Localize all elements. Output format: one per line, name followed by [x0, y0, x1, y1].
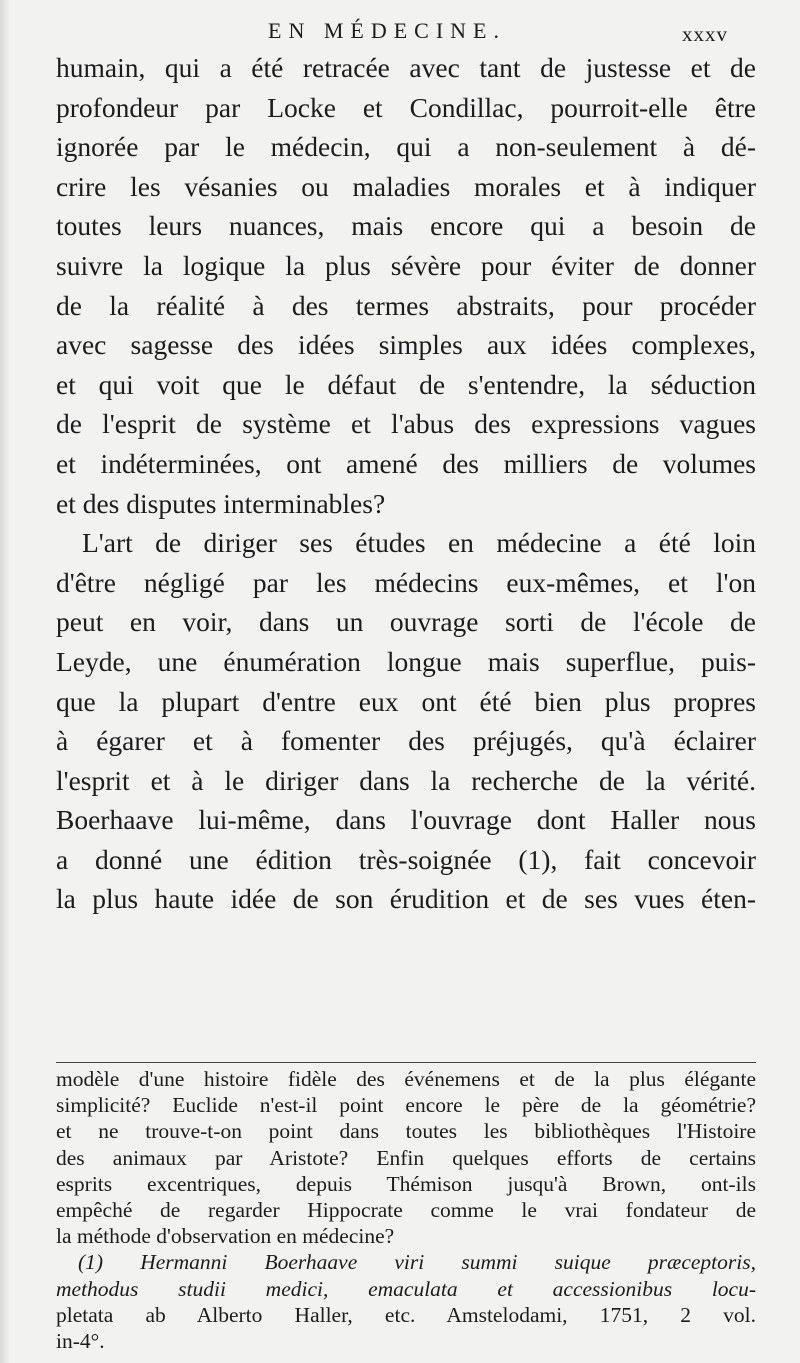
footnote-divider	[56, 1062, 756, 1063]
text-line: d'être négligé par les médecins eux-mêmes, et l'on	[56, 566, 756, 598]
text-line: que la plupart d'entre eux ont été bien plus propres	[56, 685, 756, 717]
text-line: a donné une édition très-soignée (1), fait concevoir	[56, 843, 756, 875]
text-line: et indéterminées, ont amené des milliers de volumes	[56, 447, 756, 479]
text-line: et qui voit que le défaut de s'entendre, la séduction	[56, 368, 756, 400]
footnote-citation-line: in-4°.	[56, 1328, 105, 1353]
text-line: toutes leurs nuances, mais encore qui a besoin de	[56, 210, 756, 242]
footnote-line: et ne trouve-t-on point dans toutes les bibliothèques l'Histoire	[56, 1119, 756, 1144]
page-number: xxxv	[682, 22, 728, 46]
text-line: Leyde, une énumération longue mais superflue, puis-	[56, 645, 756, 677]
text-line: crire les vésanies ou maladies morales et à indiquer	[56, 170, 756, 202]
footnote-line: la méthode d'observation en médecine?	[56, 1224, 395, 1249]
text-line: la plus haute idée de son érudition et de ses vues éten-	[56, 883, 756, 915]
footnote-line: simplicité? Euclide n'est-il point encore le père de la géométrie?	[56, 1093, 756, 1118]
running-title: EN MÉDECINE.	[268, 18, 506, 43]
text-line: l'esprit et à le diriger dans la recherche de la vérité.	[56, 764, 756, 796]
text-line: avec sagesse des idées simples aux idées complexes,	[56, 329, 756, 361]
paragraph-start-line: L'art de diriger ses études en médecine a été loin	[82, 527, 756, 559]
footnote-line: empêché de regarder Hippocrate comme le vrai fondateur de	[56, 1197, 756, 1222]
main-text	[56, 48, 756, 919]
footnote-citation-line: (1) Hermanni Boerhaave viri summi suique præceptoris,	[78, 1250, 756, 1275]
footnote-citation-line: methodus studii medici, emaculata et accessionibus locu-	[56, 1276, 756, 1301]
running-head	[268, 14, 728, 48]
text-line: peut en voir, dans un ouvrage sorti de l'école de	[56, 606, 756, 638]
text-line: humain, qui a été retracée avec tant de justesse et de	[56, 52, 756, 83]
page-gutter-shadow	[0, 0, 10, 1363]
footnote-line: des animaux par Aristote? Enfin quelques efforts de certains	[56, 1145, 756, 1170]
text-line: et des disputes interminables?	[56, 487, 386, 519]
text-line: profondeur par Locke et Condillac, pourroit-elle être	[56, 91, 756, 123]
text-line: de la réalité à des termes abstraits, pour procéder	[56, 289, 756, 321]
footnotes	[56, 1066, 756, 1354]
footnote-line: modèle d'une histoire fidèle des événemens et de la plus élégante	[56, 1067, 756, 1091]
text-line: ignorée par le médecin, qui a non-seulement à dé-	[56, 131, 756, 163]
text-line: Boerhaave lui-même, dans l'ouvrage dont Haller nous	[56, 804, 756, 836]
text-line: suivre la logique la plus sévère pour éviter de donner	[56, 249, 756, 281]
footnote-line: esprits excentriques, depuis Thémison jusqu'à Brown, ont-ils	[56, 1171, 756, 1196]
text-line: de l'esprit de système et l'abus des expressions vagues	[56, 408, 756, 440]
footnote-citation-line: pletata ab Alberto Haller, etc. Amstelodami, 1751, 2 vol.	[56, 1302, 756, 1327]
text-line: à égarer et à fomenter des préjugés, qu'à éclairer	[56, 725, 756, 757]
